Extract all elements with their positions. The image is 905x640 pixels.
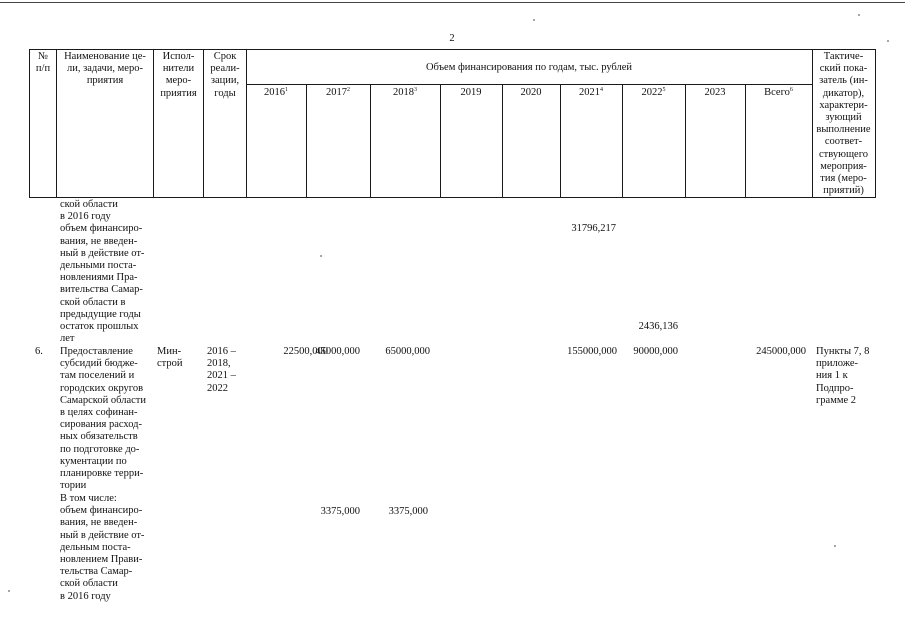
row6-2021-value: 155000,000 bbox=[567, 346, 617, 357]
block-top-name: ской области в 2016 году объем финансиро- вания, не введен- ный в действие от- дельными поста- новлениями Пра- вительства Самар- ской области в предыдущие годы остаток прошлых лет bbox=[60, 199, 145, 345]
header-total: Всего$^6$ bbox=[764, 87, 793, 98]
header-executors: Испол- нители меро- приятия bbox=[160, 51, 197, 99]
header-num: № п/п bbox=[35, 51, 51, 75]
header-year-2016: 2016$^1$ bbox=[264, 87, 288, 98]
scan-speck bbox=[533, 19, 535, 21]
header-term: Срок реали- зации, годы bbox=[210, 51, 240, 99]
block-bottom-name: В том числе: объем финансиро- вания, не введен- ный в действие от- дельным поста- новлением Прави- тельства Самар- ской области в 2016 году bbox=[60, 493, 145, 602]
header-year-2019: 2019 bbox=[460, 87, 482, 98]
row6-2017-value: 45000,000 bbox=[315, 346, 360, 357]
row6-executor: Мин- строй bbox=[157, 346, 183, 370]
block-bottom-2017-value: 3375,000 bbox=[320, 506, 360, 517]
scan-speck bbox=[834, 545, 836, 547]
row6-2022-value: 90000,000 bbox=[633, 346, 678, 357]
header-name: Наименование це- ли, задачи, меро- приятия bbox=[64, 51, 146, 87]
row6-name: Предоставление субсидий бюдже- там поселений и городских округов Самарской области в целях софинан- сирования расход- ных обязательств по подготовке до- кументации по планировке терри- тории bbox=[60, 346, 146, 492]
header-year-2021: 2021$^4$ bbox=[579, 87, 603, 98]
scan-speck bbox=[320, 255, 322, 257]
block-top-2022-value: 2436,136 bbox=[638, 321, 678, 332]
header-year-2023: 2023 bbox=[704, 87, 726, 98]
block-bottom-2018-value: 3375,000 bbox=[388, 506, 428, 517]
scan-speck bbox=[858, 14, 860, 16]
row6-total-value: 245000,000 bbox=[756, 346, 806, 357]
block-top-2021-value: 31796,217 bbox=[571, 223, 616, 234]
row6-term: 2016 – 2018, 2021 – 2022 bbox=[207, 346, 236, 394]
scan-speck bbox=[887, 40, 889, 42]
row6-2016-value: 22500,000 bbox=[283, 346, 328, 357]
header-year-2020: 2020 bbox=[520, 87, 542, 98]
scan-speck bbox=[8, 590, 10, 592]
header-year-2017: 2017$^2$ bbox=[326, 87, 350, 98]
header-indicator: Тактиче- ский пока- затель (ин- дикатор), характери- зующий выполнение соответ- ствующего мероприя- тия (меро- приятий) bbox=[816, 51, 871, 197]
row6-indicator: Пункты 7, 8 приложе- ния 1 к Подпро- грамме 2 bbox=[816, 346, 870, 406]
row6-number: 6. bbox=[35, 346, 43, 357]
page-number: 2 bbox=[449, 33, 455, 44]
header-year-2018: 2018$^3$ bbox=[393, 87, 417, 98]
header-year-2022: 2022$^5$ bbox=[641, 87, 666, 98]
row6-2018-value: 65000,000 bbox=[385, 346, 430, 357]
header-funding-title: Объем финансирования по годам, тыс. рублей bbox=[425, 62, 633, 73]
